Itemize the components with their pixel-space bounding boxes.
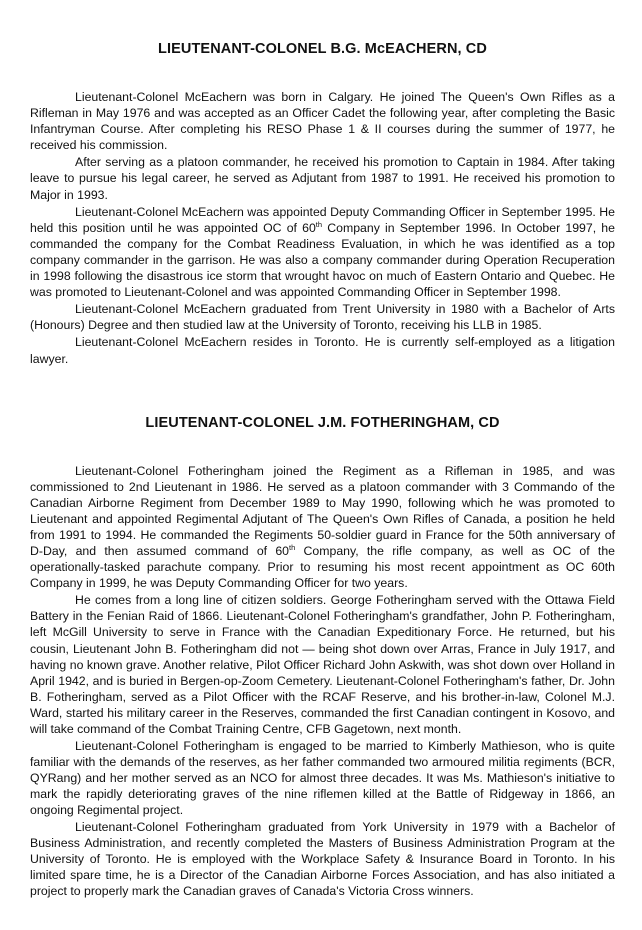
- bio-paragraph: [30, 334, 615, 366]
- paragraph-text: He comes from a long line of citizen soldiers. George Fotheringham served with the Ottawa Field Battery in the Fenian Raid of 1866. Lieutenant-Colonel Fotheringham's grandfather, John P. Fotheringham, left McGill University to serve in France with the Canadian Expeditionary Force. He returned, but his cousin, Lieutenant John B. Fotheringham did not — being shot down over Arras, France in July 1917, and having no known grave. Another relative, Pilot Officer Richard John Askwith, was shot down over Holland in April 1942, and is buried in Bergen-op-Zoom Cemetery. Lieutenant-Colonel Fotheringham's father, Dr. John B. Fotheringham, served as a Pilot Officer with the RCAF Reserve, and his brother-in-law, Colonel M.J. Ward, started his military career in the Reserves, commanded the first Canadian contingent in Kosovo, and will take command of the Combat Training Centre, CFB Gagetown, next month.: [30, 593, 615, 736]
- paragraph-text: Company in September 1996. In October 1997, he commanded the company for the Combat Readiness Evaluation, in which he was identified as a top company commander in the garrison. He was also a company commander during Operation Recuperation in 1998 following the disastrous ice storm that wrought havoc on much of Eastern Ontario and Quebec. He was promoted to Lieutenant-Colonel and was appointed Commanding Officer in September 1998.: [30, 220, 615, 300]
- paragraph-text: Lieutenant-Colonel McEachern was appointed Deputy Commanding Officer in September 1995. He held this position until he was appointed OC of 60: [30, 204, 615, 235]
- bio-paragraph: [30, 301, 615, 333]
- bio-paragraph: [30, 154, 615, 202]
- bio-paragraph: [30, 463, 615, 591]
- paragraph-text: Lieutenant-Colonel McEachern was born in Calgary. He joined The Queen's Own Rifles as a Rifleman in May 1976 and was accepted as an Officer Cadet the following year, after completing the Basic Infantryman Course. After completing his RESO Phase 1 & II courses during the summer of 1977, he received his commission.: [30, 90, 615, 153]
- bio-title: LIEUTENANT-COLONEL B.G. McEACHERN, CD: [158, 41, 487, 57]
- paragraph-text: Lieutenant-Colonel Fotheringham joined the Regiment as a Rifleman in 1985, and was commissioned to 2nd Lieutenant in 1986. He served as a platoon commander with 3 Commando of the Canadian Airborne Regiment from December 1989 to May 1990, following which he was promoted to Lieutenant and appointed Regimental Adjutant of The Queen's Own Rifles of Canada, a position he held from 1991 to 1994. He commanded the Regiments 50-soldier guard in France for the 50th anniversary of D-Day, and then assumed command of 60: [30, 464, 615, 559]
- bio-paragraph: [30, 89, 615, 153]
- paragraph-text: Lieutenant-Colonel Fotheringham is engaged to be married to Kimberly Mathieson, who is quite familiar with the demands of the reserves, as her father commanded two armoured militia regiments (BCR, QYRang) and her mother served as an NCO for almost three decades. It was Ms. Mathieson's initiative to mark the rapidly deteriorating graves of the nine riflemen killed at the Battle of Ridgeway in 1866, an ongoing Regimental project.: [30, 738, 615, 817]
- bio-paragraph: [30, 592, 615, 736]
- bio-fotheringham: [30, 414, 615, 900]
- bio-title: LIEUTENANT-COLONEL J.M. FOTHERINGHAM, CD: [145, 415, 500, 431]
- ordinal-suffix: th: [315, 219, 323, 229]
- paragraph-text: Lieutenant-Colonel McEachern resides in Toronto. He is currently self-employed as a litigation lawyer.: [30, 335, 615, 366]
- bio-paragraph: [30, 819, 615, 899]
- bio-paragraph: [30, 204, 615, 301]
- bio-mceachern: [30, 40, 615, 368]
- paragraph-text: After serving as a platoon commander, he received his promotion to Captain in 1984. After taking leave to pursue his legal career, he served as Adjutant from 1987 to 1991. He received his promotion to Major in 1993.: [30, 155, 615, 202]
- paragraph-text: Lieutenant-Colonel Fotheringham graduated from York University in 1979 with a Bachelor of Business Administration, and recently completed the Masters of Business Administration Program at the University of Toronto. He is employed with the Workplace Safety & Insurance Board in Toronto. In his limited spare time, he is a Director of the Canadian Airborne Forces Association, and has also initiated a project to properly mark the Canadian graves of Canada's Victoria Cross winners.: [30, 820, 615, 899]
- paragraph-text: Company, the rifle company, as well as OC of the operationally-tasked parachute company. Prior to resuming his most recent appointment as OC 60th Company in 1999, he was Deputy Commanding Officer for two years.: [30, 544, 615, 591]
- bio-paragraph: [30, 738, 615, 818]
- paragraph-text: Lieutenant-Colonel McEachern graduated from Trent University in 1980 with a Bachelor of Arts (Honours) Degree and then studied law at the University of Toronto, receiving his LLB in 1985.: [30, 302, 615, 333]
- ordinal-suffix: th: [289, 543, 296, 553]
